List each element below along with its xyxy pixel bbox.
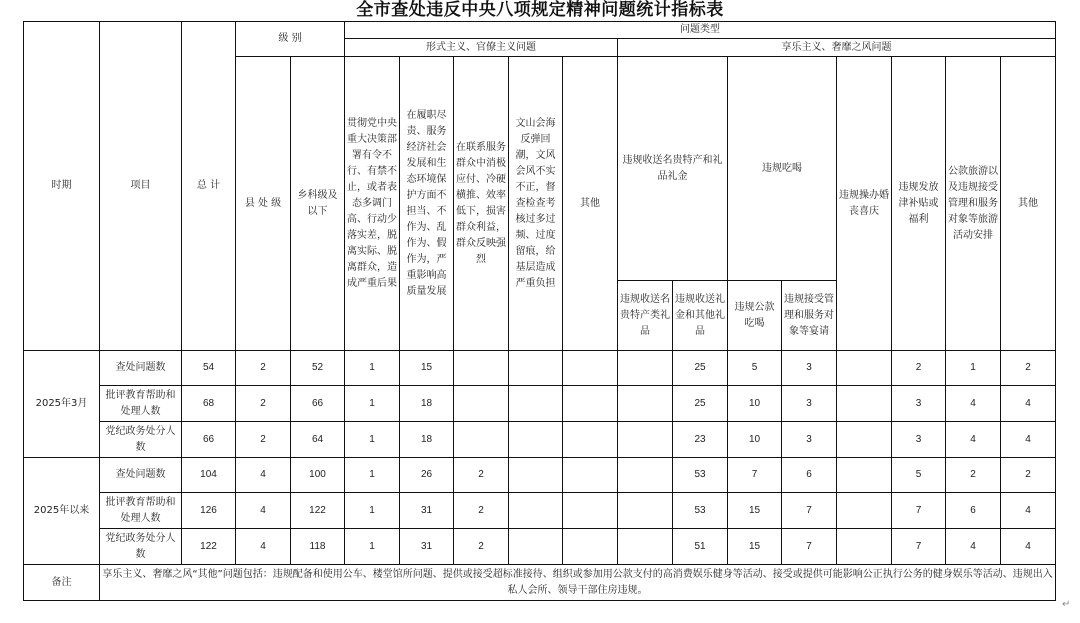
table-row xyxy=(24,422,1056,458)
value-cell: 7 xyxy=(728,458,782,493)
header-hedonism-group: 享乐主义、奢靡之风问题 xyxy=(618,39,1056,57)
page-title: 全市查处违反中央八项规定精神问题统计指标表 xyxy=(356,0,724,20)
value-cell: 2 xyxy=(946,458,1001,493)
value-cell xyxy=(563,351,618,386)
value-cell xyxy=(454,386,509,422)
value-cell: 2 xyxy=(454,529,509,565)
value-cell: 2 xyxy=(1001,351,1056,386)
value-cell: 31 xyxy=(400,529,454,565)
value-cell: 4 xyxy=(1001,493,1056,529)
header-total: 总 计 xyxy=(182,22,236,351)
value-cell xyxy=(509,422,563,458)
value-cell xyxy=(618,493,673,529)
value-cell: 25 xyxy=(673,351,728,386)
header-hedonism-other: 其他 xyxy=(1001,57,1056,351)
header-level-group: 级 别 xyxy=(236,22,345,57)
header-level-county: 县 处 级 xyxy=(236,57,291,351)
item-cell: 批评教育帮助和处理人数 xyxy=(100,493,182,529)
value-cell: 2 xyxy=(236,422,291,458)
value-cell: 2 xyxy=(892,351,946,386)
item-cell: 党纪政务处分人数 xyxy=(100,422,182,458)
value-cell: 1 xyxy=(946,351,1001,386)
table-row xyxy=(24,458,1056,493)
header-formalism-col-1: 贯彻党中央重大决策部署有令不行、有禁不止，或者表态多调门高、行动少落实差，脱离实际、脱离群众，造成严重后果 xyxy=(345,57,400,351)
value-cell xyxy=(563,458,618,493)
value-cell: 7 xyxy=(782,529,837,565)
header-formalism-other: 其他 xyxy=(563,57,618,351)
value-cell xyxy=(454,351,509,386)
value-cell: 6 xyxy=(782,458,837,493)
item-cell: 党纪政务处分人数 xyxy=(100,529,182,565)
value-cell xyxy=(837,458,892,493)
header-formalism-col-3: 在联系服务群众中消极应付、冷硬横推、效率低下，损害群众利益，群众反映强烈 xyxy=(454,57,509,351)
header-formalism-col-2: 在履职尽责、服务经济社会发展和生态环境保护方面不担当、不作为、乱作为、假作为，严重影响高质量发展 xyxy=(400,57,454,351)
value-cell: 2 xyxy=(454,458,509,493)
header-formalism-group: 形式主义、官僚主义问题 xyxy=(345,39,618,57)
value-cell: 5 xyxy=(728,351,782,386)
value-cell: 53 xyxy=(673,493,728,529)
item-cell: 批评教育帮助和处理人数 xyxy=(100,386,182,422)
value-cell xyxy=(563,422,618,458)
value-cell: 4 xyxy=(946,422,1001,458)
period-cell: 2025年3月 xyxy=(24,351,100,458)
header-eating-group: 违规吃喝 xyxy=(728,57,837,281)
paragraph-mark-icon: ↵ xyxy=(1062,599,1071,610)
header-gift-group: 违规收送名贵特产和礼品礼金 xyxy=(618,57,728,281)
value-cell: 10 xyxy=(728,386,782,422)
value-cell: 18 xyxy=(400,386,454,422)
table-row xyxy=(24,529,1056,565)
value-cell xyxy=(837,351,892,386)
value-cell: 4 xyxy=(946,529,1001,565)
value-cell: 18 xyxy=(400,422,454,458)
value-cell: 53 xyxy=(673,458,728,493)
value-cell: 25 xyxy=(673,386,728,422)
value-cell: 122 xyxy=(182,529,236,565)
header-level-township: 乡科级及以下 xyxy=(291,57,345,351)
header-travel: 公款旅游以及违规接受管理和服务对象等旅游活动安排 xyxy=(946,57,1001,351)
value-cell: 26 xyxy=(400,458,454,493)
value-cell: 100 xyxy=(291,458,345,493)
value-cell: 1 xyxy=(345,458,400,493)
statistics-table xyxy=(23,21,1056,601)
header-gift-specialty: 违规收送名贵特产类礼品 xyxy=(618,281,673,351)
value-cell: 52 xyxy=(291,351,345,386)
value-cell: 64 xyxy=(291,422,345,458)
value-cell: 23 xyxy=(673,422,728,458)
value-cell: 10 xyxy=(728,422,782,458)
value-cell: 4 xyxy=(236,529,291,565)
header-item: 项目 xyxy=(100,22,182,351)
value-cell: 104 xyxy=(182,458,236,493)
value-cell xyxy=(563,529,618,565)
value-cell: 7 xyxy=(892,493,946,529)
value-cell: 4 xyxy=(1001,422,1056,458)
header-problem-type: 问题类型 xyxy=(345,22,1056,39)
value-cell: 1 xyxy=(345,529,400,565)
value-cell xyxy=(837,529,892,565)
value-cell: 68 xyxy=(182,386,236,422)
header-eating-banquet: 违规接受管理和服务对象等宴请 xyxy=(782,281,837,351)
table-row xyxy=(24,351,1056,386)
value-cell: 1 xyxy=(345,351,400,386)
value-cell: 2 xyxy=(454,493,509,529)
value-cell: 66 xyxy=(291,386,345,422)
value-cell: 7 xyxy=(782,493,837,529)
value-cell: 4 xyxy=(236,458,291,493)
value-cell xyxy=(618,529,673,565)
header-eating-public: 违规公款吃喝 xyxy=(728,281,782,351)
table-row xyxy=(24,493,1056,529)
value-cell: 3 xyxy=(782,422,837,458)
note-label: 备注 xyxy=(24,565,100,601)
value-cell: 3 xyxy=(782,351,837,386)
value-cell xyxy=(618,422,673,458)
value-cell xyxy=(618,351,673,386)
value-cell: 15 xyxy=(728,493,782,529)
table-row xyxy=(24,386,1056,422)
value-cell: 15 xyxy=(728,529,782,565)
value-cell xyxy=(837,386,892,422)
value-cell xyxy=(837,493,892,529)
value-cell: 4 xyxy=(1001,386,1056,422)
period-cell: 2025年以来 xyxy=(24,458,100,565)
value-cell: 5 xyxy=(892,458,946,493)
item-cell: 查处问题数 xyxy=(100,351,182,386)
value-cell: 51 xyxy=(673,529,728,565)
header-formalism-col-4: 文山会海反弹回潮，文风会风不实不正，督查检查考核过多过频、过度留痕，给基层造成严重负担 xyxy=(509,57,563,351)
value-cell: 1 xyxy=(345,493,400,529)
item-cell: 查处问题数 xyxy=(100,458,182,493)
header-wedding-funeral: 违规操办婚丧喜庆 xyxy=(837,57,892,351)
value-cell xyxy=(509,386,563,422)
value-cell: 4 xyxy=(1001,529,1056,565)
value-cell: 3 xyxy=(782,386,837,422)
value-cell xyxy=(509,458,563,493)
value-cell: 4 xyxy=(946,386,1001,422)
value-cell xyxy=(509,351,563,386)
value-cell: 2 xyxy=(236,351,291,386)
value-cell: 122 xyxy=(291,493,345,529)
value-cell: 54 xyxy=(182,351,236,386)
value-cell: 2 xyxy=(1001,458,1056,493)
value-cell: 6 xyxy=(946,493,1001,529)
value-cell: 15 xyxy=(400,351,454,386)
value-cell xyxy=(618,458,673,493)
value-cell: 1 xyxy=(345,422,400,458)
header-period: 时期 xyxy=(24,22,100,351)
value-cell: 31 xyxy=(400,493,454,529)
value-cell: 3 xyxy=(892,422,946,458)
header-allowance: 违规发放津补贴或福利 xyxy=(892,57,946,351)
note-row xyxy=(24,565,1056,601)
value-cell: 66 xyxy=(182,422,236,458)
value-cell: 3 xyxy=(892,386,946,422)
value-cell xyxy=(563,386,618,422)
value-cell xyxy=(509,493,563,529)
header-gift-cash: 违规收送礼金和其他礼品 xyxy=(673,281,728,351)
value-cell xyxy=(618,386,673,422)
value-cell: 4 xyxy=(236,493,291,529)
value-cell: 118 xyxy=(291,529,345,565)
value-cell: 7 xyxy=(892,529,946,565)
value-cell: 126 xyxy=(182,493,236,529)
value-cell: 1 xyxy=(345,386,400,422)
value-cell xyxy=(454,422,509,458)
value-cell: 2 xyxy=(236,386,291,422)
value-cell xyxy=(509,529,563,565)
value-cell xyxy=(563,493,618,529)
note-text: 享乐主义、奢靡之风“其他”问题包括：违规配备和使用公车、楼堂馆所问题、提供或接受超标准接待、组织或参加用公款支付的高消费娱乐健身等活动、接受或提供可能影响公正执行公务的健身娱乐等活动、违规出入私人会所、领导干部住房违规。 xyxy=(100,565,1056,601)
value-cell xyxy=(837,422,892,458)
